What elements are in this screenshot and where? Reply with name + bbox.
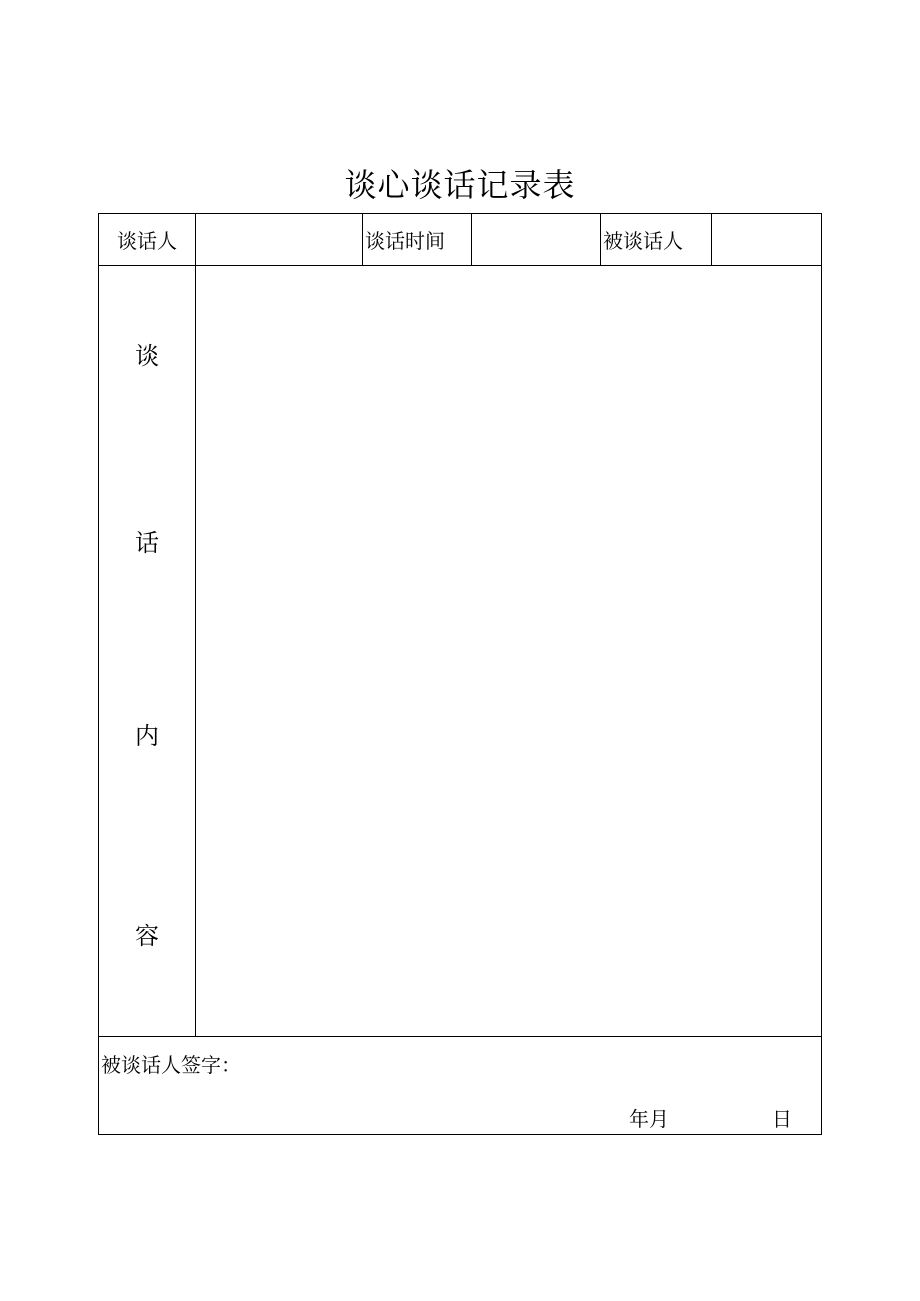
talk-content-label-char: 容	[135, 922, 159, 950]
interviewee-field[interactable]	[712, 214, 822, 266]
signature-row	[99, 1037, 822, 1135]
talk-content-field[interactable]	[196, 266, 822, 1037]
header-row	[99, 214, 822, 266]
talk-content-label	[99, 266, 196, 1037]
talk-time-label: 谈话时间	[363, 214, 472, 266]
talk-time-field[interactable]	[472, 214, 601, 266]
signature-date-year-month: 年月	[629, 1107, 669, 1131]
record-form-table	[98, 213, 822, 1135]
signature-date-day: 日	[772, 1107, 792, 1131]
talk-content-label-char: 谈	[135, 342, 159, 370]
interviewee-signature-label: 被谈话人签字：	[101, 1053, 241, 1077]
talk-content-label-char: 内	[135, 722, 159, 750]
interviewee-label: 被谈话人	[601, 214, 712, 266]
signature-cell[interactable]	[99, 1037, 822, 1135]
content-row	[99, 266, 822, 1037]
talker-label: 谈话人	[99, 214, 196, 266]
talker-field[interactable]	[196, 214, 363, 266]
talk-content-label-char: 话	[135, 529, 159, 557]
document-title: 谈心谈话记录表	[344, 166, 576, 204]
